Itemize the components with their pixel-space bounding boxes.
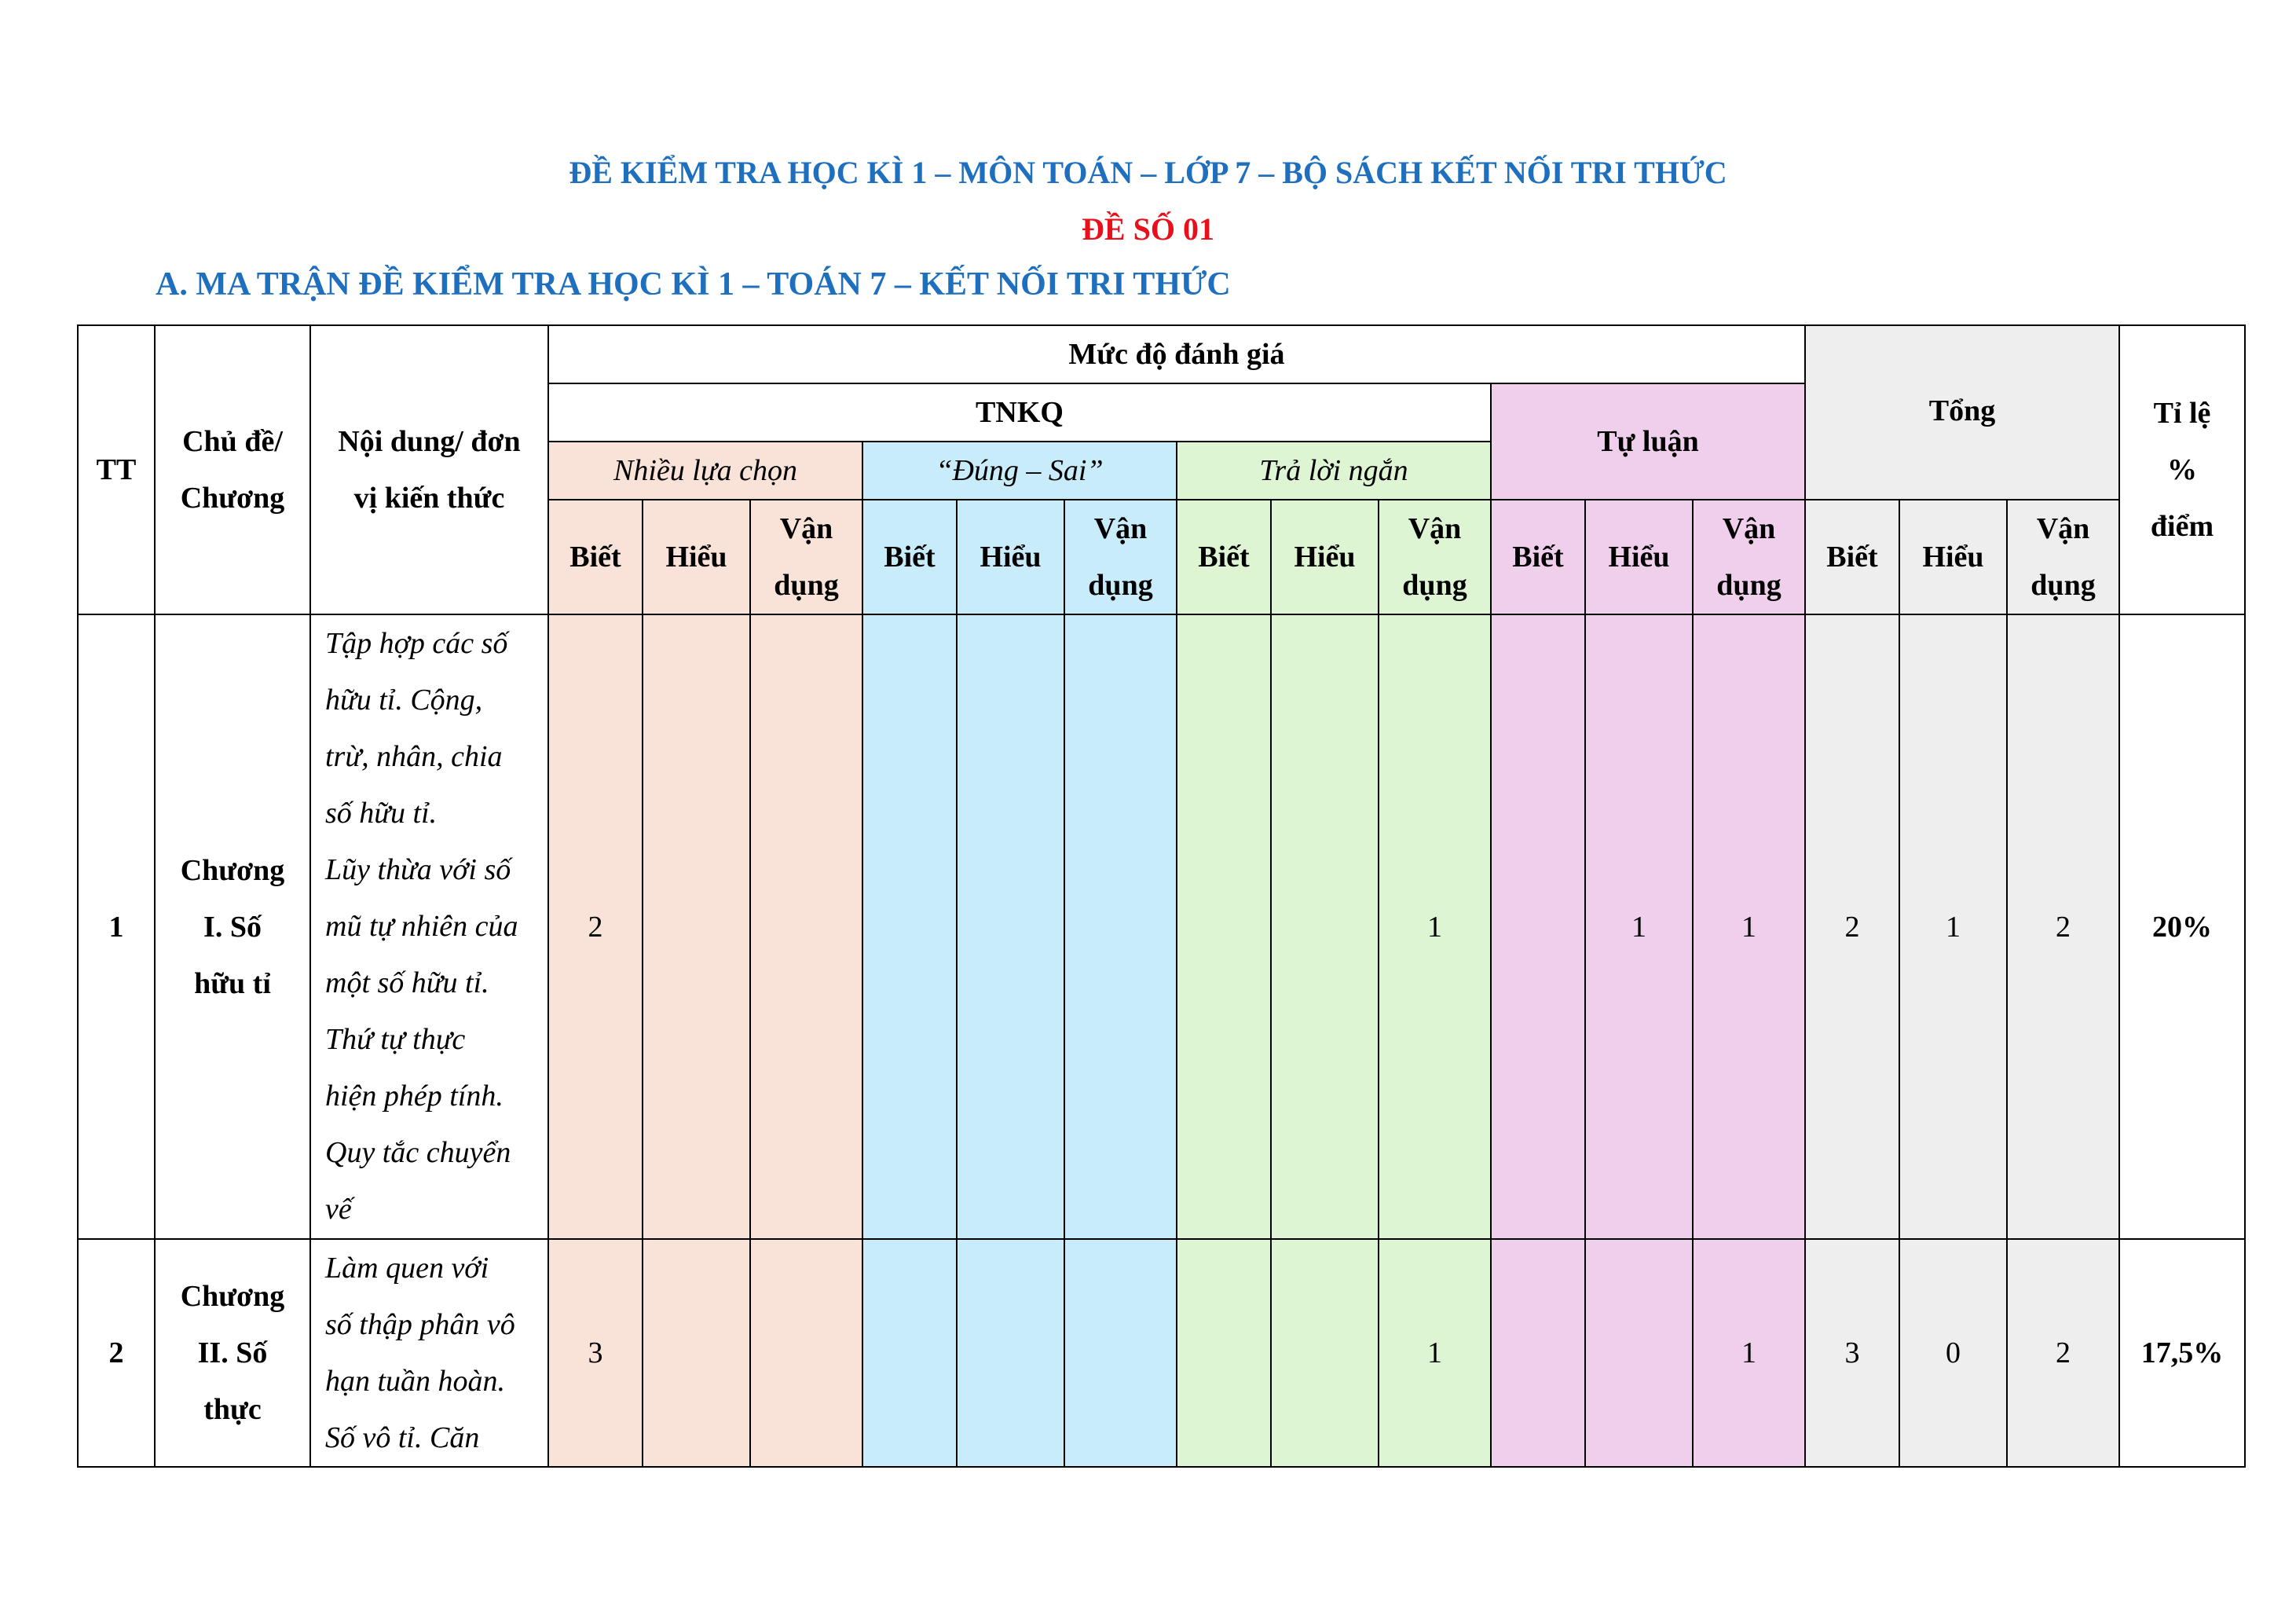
exam-matrix-table	[77, 324, 2246, 1468]
cell-essay-understand: 1	[1585, 614, 1693, 1239]
total-header-label: Tổng	[1928, 394, 1996, 427]
cell-mcq-apply	[750, 1239, 862, 1467]
cell-total-understand: 0	[1899, 1239, 2007, 1467]
row-content	[310, 614, 548, 1239]
cell-short-know	[1177, 614, 1271, 1239]
tnkq-header: TNKQ	[548, 383, 1491, 442]
row-topic	[155, 1239, 310, 1467]
apply-line2: dụng	[2031, 569, 2096, 602]
cell-short-know	[1177, 1239, 1271, 1467]
apply-line1: Vận	[2036, 512, 2090, 545]
cell-tf-know	[862, 1239, 957, 1467]
exam-number: ĐỀ SỐ 01	[1082, 211, 1214, 247]
total-understand: Hiểu	[1899, 500, 2007, 614]
cell-total-know: 2	[1805, 614, 1899, 1239]
content-line: Quy tắc chuyển	[325, 1136, 511, 1169]
apply-line2: dụng	[1716, 569, 1782, 602]
topic-header-line2: Chương	[180, 482, 285, 515]
cell-essay-apply: 1	[1693, 1239, 1805, 1467]
cell-tf-understand	[957, 1239, 1064, 1467]
ratio-header-line2: %	[2167, 453, 2197, 486]
cell-total-know: 3	[1805, 1239, 1899, 1467]
essay-know: Biết	[1491, 500, 1585, 614]
content-line: Số vô tỉ. Căn	[325, 1421, 480, 1454]
cell-essay-apply: 1	[1693, 614, 1805, 1239]
cell-total-apply: 2	[2007, 614, 2119, 1239]
cell-tf-understand	[957, 614, 1064, 1239]
content-line: Làm quen với	[325, 1252, 489, 1285]
cell-mcq-understand	[643, 614, 750, 1239]
content-line: hạn tuần hoàn.	[325, 1365, 506, 1398]
ratio-header	[2119, 325, 2245, 614]
true-false-header: “Đúng – Sai”	[862, 442, 1177, 500]
table-row	[78, 614, 2245, 1239]
cell-tf-apply	[1064, 1239, 1177, 1467]
total-apply	[2007, 500, 2119, 614]
content-line: hữu tỉ. Cộng,	[325, 684, 483, 717]
row-tt: 2	[78, 1239, 155, 1467]
essay-understand: Hiểu	[1585, 500, 1693, 614]
mcq-apply	[750, 500, 862, 614]
row-topic-line: II. Số	[197, 1336, 268, 1369]
apply-line1: Vận	[779, 512, 833, 545]
apply-line1: Vận	[1093, 512, 1148, 545]
topic-header	[155, 325, 310, 614]
short-understand: Hiểu	[1271, 500, 1379, 614]
mcq-know: Biết	[548, 500, 643, 614]
cell-essay-know	[1491, 1239, 1585, 1467]
cell-mcq-know: 2	[548, 614, 643, 1239]
content-line: trừ, nhân, chia	[325, 740, 503, 773]
row-topic-line: thực	[203, 1393, 262, 1426]
row-topic	[155, 614, 310, 1239]
table-row	[78, 1239, 2245, 1467]
content-header-line2: vị kiến thức	[353, 482, 505, 515]
cell-total-understand: 1	[1899, 614, 2007, 1239]
tf-know: Biết	[862, 500, 957, 614]
apply-line2: dụng	[774, 569, 839, 602]
total-know: Biết	[1805, 500, 1899, 614]
total-header	[1805, 325, 2119, 500]
cell-tf-apply	[1064, 614, 1177, 1239]
row-topic-line: Chương	[180, 853, 285, 887]
content-line: vế	[325, 1193, 352, 1226]
apply-line2: dụng	[1402, 569, 1467, 602]
short-answer-header: Trả lời ngắn	[1177, 442, 1491, 500]
cell-short-understand	[1271, 1239, 1379, 1467]
apply-line1: Vận	[1408, 512, 1462, 545]
tf-apply	[1064, 500, 1177, 614]
content-line: hiện phép tính.	[325, 1080, 504, 1113]
short-apply	[1379, 500, 1491, 614]
row-topic-line: I. Số	[203, 910, 262, 944]
content-line: số hữu tỉ.	[325, 797, 438, 830]
content-header	[310, 325, 548, 614]
cell-essay-know	[1491, 614, 1585, 1239]
content-line: số thập phân vô	[325, 1308, 515, 1341]
document-title: ĐỀ KIỂM TRA HỌC KÌ 1 – MÔN TOÁN – LỚP 7 – BỘ SÁCH KẾT NỐI TRI THỨC	[569, 155, 1727, 190]
cell-mcq-understand	[643, 1239, 750, 1467]
cell-tf-know	[862, 614, 957, 1239]
ratio-header-line1: Tỉ lệ	[2153, 397, 2211, 430]
cell-mcq-apply	[750, 614, 862, 1239]
row-topic-line: Chương	[180, 1280, 285, 1313]
topic-header-line1: Chủ đề/	[182, 425, 283, 458]
essay-apply	[1693, 500, 1805, 614]
cell-short-understand	[1271, 614, 1379, 1239]
content-line: một số hữu tỉ.	[325, 966, 489, 999]
mcq-understand: Hiểu	[643, 500, 750, 614]
apply-line1: Vận	[1722, 512, 1776, 545]
ratio-header-line3: điểm	[2150, 510, 2214, 543]
section-heading: A. MA TRẬN ĐỀ KIỂM TRA HỌC KÌ 1 – TOÁN 7 – KẾT NỐI TRI THỨC	[156, 266, 1231, 302]
mcq-header: Nhiều lựa chọn	[548, 442, 862, 500]
content-line: Tập hợp các số	[325, 627, 508, 660]
content-line: Thứ tự thực	[325, 1023, 466, 1056]
cell-ratio: 17,5%	[2119, 1239, 2245, 1467]
cell-mcq-know: 3	[548, 1239, 643, 1467]
row-topic-line: hữu tỉ	[194, 966, 271, 1000]
apply-line2: dụng	[1088, 569, 1153, 602]
cell-short-apply: 1	[1379, 1239, 1491, 1467]
row-content	[310, 1239, 548, 1467]
tf-understand: Hiểu	[957, 500, 1064, 614]
cell-ratio: 20%	[2119, 614, 2245, 1239]
content-line: mũ tự nhiên của	[325, 910, 518, 943]
short-know: Biết	[1177, 500, 1271, 614]
cell-essay-understand	[1585, 1239, 1693, 1467]
content-line: Lũy thừa với số	[325, 853, 511, 886]
level-header: Mức độ đánh giá	[548, 325, 1805, 383]
row-tt: 1	[78, 614, 155, 1239]
cell-total-apply: 2	[2007, 1239, 2119, 1467]
content-header-line1: Nội dung/ đơn	[338, 425, 521, 458]
essay-header: Tự luận	[1491, 383, 1805, 500]
cell-short-apply: 1	[1379, 614, 1491, 1239]
tt-header: TT	[78, 325, 155, 614]
